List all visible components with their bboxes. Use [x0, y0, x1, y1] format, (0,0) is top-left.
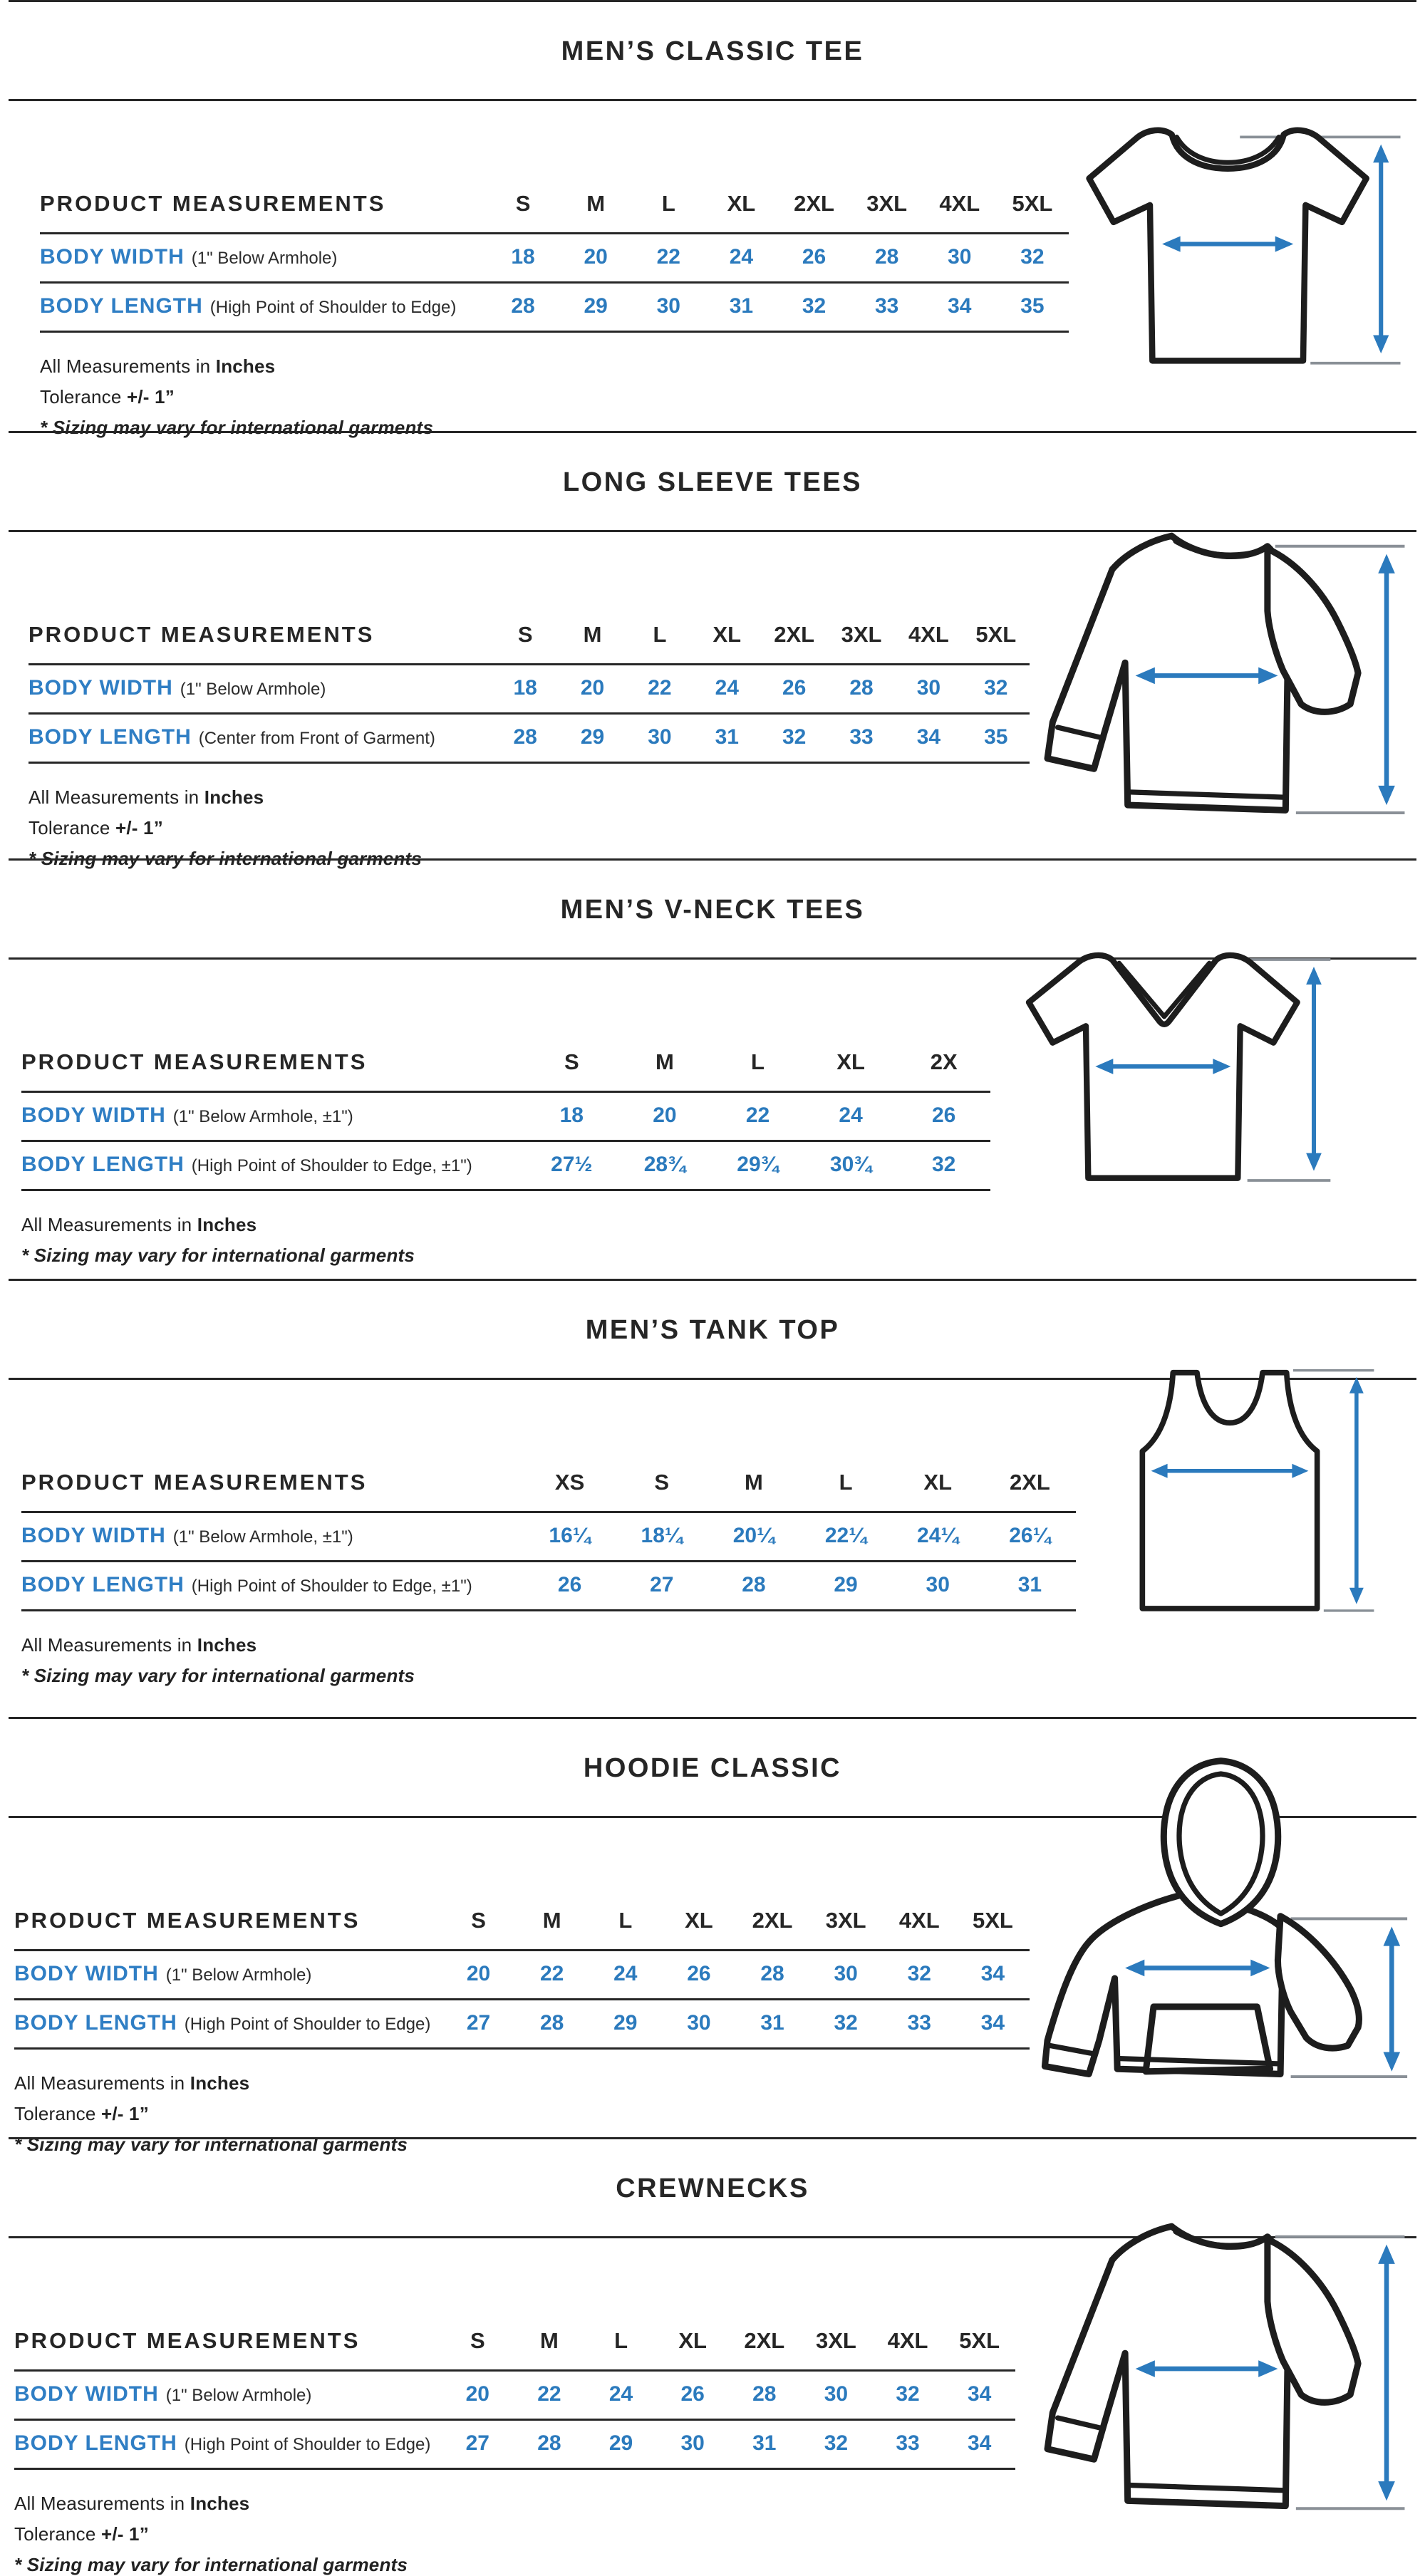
measurement-sublabel: (High Point of Shoulder to Edge) — [184, 2435, 431, 2455]
measurement-value: 32 — [1020, 245, 1045, 269]
section-title-rule — [9, 99, 1416, 101]
measurement-value: 18 — [511, 245, 535, 269]
table-header-row — [14, 2328, 1015, 2371]
size-header-m: M — [540, 2328, 559, 2354]
table-header-row — [21, 1470, 1076, 1512]
measurement-value: 27 — [465, 2431, 489, 2456]
measurement-value: 24¼ — [917, 1524, 959, 1548]
measurement-value: 30 — [680, 2431, 705, 2456]
size-header-m: M — [583, 622, 602, 648]
measurement-value: 30 — [648, 725, 672, 749]
note-text: All Measurements in — [28, 786, 204, 809]
section-mens-v-neck-tees — [0, 858, 1425, 1279]
measurement-label-cell — [14, 2420, 442, 2469]
note-bold-text: +/- 1” — [100, 2523, 149, 2545]
note-line — [21, 1634, 1425, 1656]
size-header-4xl: 4XL — [887, 2328, 928, 2354]
measurement-value: 20¼ — [732, 1524, 775, 1548]
note-text: * Sizing may vary for international garments — [14, 2554, 408, 2576]
size-header-m: M — [655, 1049, 674, 1075]
measurement-value: 26 — [680, 2382, 705, 2406]
note-text: * Sizing may vary for international garments — [21, 1665, 415, 1687]
measurement-value: 27½ — [551, 1153, 593, 1177]
long-sleeve-tee-outline-icon — [1027, 502, 1415, 838]
measurement-value: 32 — [896, 2382, 920, 2406]
measurement-value: 34 — [980, 1962, 1005, 1986]
section-top-rule — [9, 1717, 1416, 1719]
size-header-3xl: 3XL — [816, 2328, 856, 2354]
measurement-value: 20 — [584, 245, 608, 269]
measurement-value: 29 — [584, 294, 608, 318]
size-header-5xl: 5XL — [975, 622, 1017, 648]
measurement-label-cell — [14, 2371, 442, 2420]
measurement-sublabel: (1" Below Armhole) — [180, 680, 326, 700]
size-header-l: L — [839, 1470, 853, 1495]
measurement-value: 18¼ — [641, 1524, 683, 1548]
measurement-value: 31 — [752, 2431, 777, 2456]
note-text: All Measurements in — [40, 355, 216, 378]
long-sleeve-tee-outline-icon — [1027, 502, 1415, 838]
tank-top-outline-icon — [1066, 1349, 1394, 1633]
note-bold-text: Inches — [190, 2493, 250, 2515]
section-mens-classic-tee — [0, 0, 1425, 439]
measurement-row — [14, 2371, 1015, 2420]
measurement-value: 30 — [824, 2382, 849, 2406]
measurement-value: 28 — [752, 2382, 777, 2406]
size-header-s: S — [515, 191, 531, 217]
product-measurements-header: PRODUCT MEASUREMENTS — [14, 1908, 361, 1933]
notes — [21, 1634, 1425, 1687]
note-line — [21, 1665, 1425, 1687]
crewneck-outline-icon — [1027, 2193, 1415, 2529]
measurement-value: 28 — [742, 1573, 766, 1597]
measurement-value: 20 — [653, 1103, 677, 1128]
section-title: HOODIE CLASSIC — [583, 1752, 842, 1783]
measurement-value: 22 — [745, 1103, 770, 1128]
measurement-label-cell — [21, 1092, 525, 1141]
measurement-value: 22 — [540, 1962, 564, 1986]
measurement-value: 28 — [849, 676, 874, 700]
measurement-row — [28, 665, 1030, 714]
size-header-s: S — [654, 1470, 670, 1495]
measurement-value: 30 — [656, 294, 680, 318]
measurement-value: 28 — [540, 2011, 564, 2035]
measurements-table — [21, 1049, 990, 1191]
measurement-value: 29 — [580, 725, 605, 749]
measurement-value: 32 — [932, 1153, 956, 1177]
measurement-label: BODY WIDTH — [21, 1524, 166, 1548]
note-text: All Measurements in — [21, 1214, 197, 1236]
product-measurements-header: PRODUCT MEASUREMENTS — [40, 191, 386, 217]
measurement-label-cell — [14, 1951, 442, 2000]
measurement-value: 32 — [984, 676, 1008, 700]
measurement-row — [40, 283, 1069, 332]
note-bold-text: +/- 1” — [100, 2103, 149, 2125]
note-bold-text: Inches — [197, 1214, 257, 1236]
measurement-label-cell — [21, 1562, 524, 1611]
measurement-value: 35 — [1020, 294, 1045, 318]
measurement-value: 34 — [980, 2011, 1005, 2035]
size-header-2xl: 2XL — [744, 2328, 785, 2354]
size-header-xs: XS — [554, 1470, 585, 1495]
section-mens-tank-top — [0, 1279, 1425, 1717]
size-header-s: S — [471, 1908, 486, 1933]
measurement-row — [28, 714, 1030, 763]
measurement-value: 30 — [687, 2011, 711, 2035]
body-length-arrow — [1378, 554, 1395, 805]
measurement-value: 16¼ — [549, 1524, 591, 1548]
size-header-s: S — [517, 622, 533, 648]
product-measurements-header: PRODUCT MEASUREMENTS — [14, 2328, 361, 2354]
measurement-label: BODY WIDTH — [40, 245, 185, 269]
note-bold-text: Inches — [215, 355, 276, 378]
tee-outline-icon — [1050, 105, 1415, 422]
size-header-l: L — [653, 622, 667, 648]
product-measurements-header: PRODUCT MEASUREMENTS — [28, 622, 375, 648]
measurement-value: 29¾ — [737, 1153, 779, 1177]
note-bold-text: Inches — [197, 1634, 257, 1656]
measurement-row — [14, 2000, 1030, 2049]
note-bold-text: Inches — [190, 2072, 250, 2094]
note-bold-text: +/- 1” — [115, 817, 163, 839]
section-title: MEN’S TANK TOP — [585, 1314, 840, 1345]
note-line — [14, 2554, 1425, 2576]
size-header-xl: XL — [836, 1049, 865, 1075]
measurement-label: BODY LENGTH — [40, 294, 203, 318]
measurement-label: BODY LENGTH — [21, 1153, 185, 1177]
body-length-arrow — [1373, 145, 1389, 354]
size-header-m: M — [542, 1908, 561, 1933]
measurement-value: 34 — [916, 725, 941, 749]
product-measurements-header: PRODUCT MEASUREMENTS — [21, 1049, 368, 1075]
hoodie-outline-icon — [1027, 1745, 1415, 2082]
measurement-value: 30 — [834, 1962, 858, 1986]
section-long-sleeve-tees — [0, 431, 1425, 870]
note-text: * Sizing may vary for international garments — [21, 1245, 415, 1267]
measurement-value: 28 — [537, 2431, 561, 2456]
size-header-2xl: 2XL — [752, 1908, 793, 1933]
section-crewnecks — [0, 2137, 1425, 2576]
section-hoodie-classic — [0, 1717, 1425, 2156]
measurements-table — [40, 191, 1069, 333]
size-header-xl: XL — [923, 1470, 953, 1495]
body-length-arrow — [1349, 1377, 1364, 1604]
note-text: All Measurements in — [14, 2072, 190, 2094]
measurement-sublabel: (High Point of Shoulder to Edge, ±1") — [191, 1156, 472, 1176]
measurement-value: 28 — [513, 725, 537, 749]
size-header-xl: XL — [678, 2328, 707, 2354]
measurement-value: 30 — [926, 1573, 950, 1597]
size-header-4xl: 4XL — [908, 622, 949, 648]
measurement-label-cell — [28, 714, 492, 763]
measurement-value: 22 — [537, 2382, 561, 2406]
measurement-value: 22 — [648, 676, 672, 700]
measurement-row — [21, 1092, 990, 1141]
size-header-xl: XL — [685, 1908, 713, 1933]
size-header-2x: 2X — [930, 1049, 958, 1075]
measurement-value: 20 — [580, 676, 605, 700]
measurement-value: 30¾ — [829, 1153, 872, 1177]
size-header-3xl: 3XL — [841, 622, 882, 648]
v-neck-tee-outline-icon — [986, 924, 1342, 1232]
measurement-value: 28¾ — [643, 1153, 686, 1177]
measurement-sublabel: (High Point of Shoulder to Edge, ±1") — [191, 1577, 472, 1596]
measurement-value: 27 — [466, 2011, 491, 2035]
measurement-value: 32 — [834, 2011, 858, 2035]
measurement-value: 24 — [613, 1962, 638, 1986]
measurement-row — [21, 1512, 1076, 1562]
measurement-row — [40, 234, 1069, 283]
size-header-m: M — [586, 191, 606, 217]
body-length-arrow — [1378, 2245, 1395, 2501]
measurement-value: 24 — [608, 2382, 633, 2406]
measurement-label: BODY LENGTH — [14, 2011, 177, 2035]
section-top-rule — [9, 431, 1416, 433]
measurement-value: 18 — [513, 676, 537, 700]
measurement-value: 26 — [802, 245, 826, 269]
table-header-row — [21, 1049, 990, 1092]
measurement-label-cell — [28, 665, 492, 714]
measurement-label: BODY LENGTH — [14, 2431, 177, 2456]
note-line — [21, 1245, 1425, 1267]
size-header-l: L — [618, 1908, 633, 1933]
measurement-label: BODY WIDTH — [28, 676, 173, 700]
size-header-5xl: 5XL — [1012, 191, 1053, 217]
size-header-3xl: 3XL — [866, 191, 908, 217]
measurement-label-cell — [40, 283, 487, 332]
measurement-value: 26 — [782, 676, 807, 700]
measurement-row — [14, 1951, 1030, 2000]
crewneck-outline-icon — [1027, 2193, 1415, 2529]
size-header-3xl: 3XL — [825, 1908, 866, 1933]
measurement-label: BODY WIDTH — [21, 1103, 166, 1128]
measurement-value: 29 — [834, 1573, 858, 1597]
measurement-sublabel: (1" Below Armhole, ±1") — [172, 1527, 353, 1547]
measurement-value: 27 — [650, 1573, 674, 1597]
measurement-sublabel: (1" Below Armhole, ±1") — [172, 1107, 353, 1127]
measurement-row — [21, 1562, 1076, 1611]
note-text: All Measurements in — [14, 2493, 190, 2515]
size-header-l: L — [614, 2328, 628, 2354]
measurements-table — [21, 1470, 1076, 1611]
tank-top-outline-icon — [1066, 1349, 1394, 1633]
measurement-value: 32 — [802, 294, 826, 318]
measurement-label: BODY LENGTH — [21, 1573, 185, 1597]
size-header-l: L — [661, 191, 675, 217]
product-measurements-header: PRODUCT MEASUREMENTS — [21, 1470, 368, 1495]
size-header-m: M — [744, 1470, 763, 1495]
measurement-value: 26 — [687, 1962, 711, 1986]
section-title: MEN’S V-NECK TEES — [560, 894, 865, 925]
size-header-4xl: 4XL — [939, 191, 980, 217]
measurement-value: 24 — [729, 245, 754, 269]
section-title: CREWNECKS — [616, 2173, 809, 2203]
hoodie-outline-icon — [1027, 1745, 1415, 2082]
measurement-sublabel: (Center from Front of Garment) — [198, 729, 435, 749]
note-text: Tolerance — [28, 817, 115, 839]
measurement-value: 28 — [511, 294, 535, 318]
size-header-l: L — [751, 1049, 765, 1075]
section-title: LONG SLEEVE TEES — [562, 467, 863, 497]
measurement-value: 31 — [1017, 1573, 1042, 1597]
note-bold-text: Inches — [204, 786, 264, 809]
measurement-value: 29 — [613, 2011, 638, 2035]
note-text: Tolerance — [14, 2523, 101, 2545]
measurements-table — [14, 2328, 1015, 2470]
size-header-5xl: 5XL — [959, 2328, 1000, 2354]
section-top-rule — [9, 1279, 1416, 1281]
note-bold-text: +/- 1” — [126, 386, 175, 408]
size-header-5xl: 5XL — [973, 1908, 1013, 1933]
measurement-sublabel: (1" Below Armhole) — [191, 249, 338, 269]
measurement-row — [21, 1141, 990, 1190]
measurement-value: 29 — [608, 2431, 633, 2456]
measurement-value: 34 — [948, 294, 972, 318]
note-text: All Measurements in — [21, 1634, 197, 1656]
measurement-label-cell — [21, 1512, 524, 1562]
size-header-2xl: 2XL — [1009, 1470, 1050, 1495]
measurement-value: 28 — [875, 245, 899, 269]
measurement-label: BODY WIDTH — [14, 1962, 159, 1986]
measurement-value: 31 — [729, 294, 754, 318]
measurement-value: 30 — [948, 245, 972, 269]
tee-outline-icon — [1050, 105, 1415, 422]
section-top-rule — [9, 2137, 1416, 2139]
measurement-value: 32 — [824, 2431, 849, 2456]
section-top-rule — [9, 858, 1416, 861]
note-line — [14, 2103, 1425, 2125]
measurement-sublabel: (1" Below Armhole) — [165, 1965, 312, 1985]
size-header-xl: XL — [727, 191, 756, 217]
measurement-label: BODY WIDTH — [14, 2382, 159, 2406]
measurement-label-cell — [21, 1141, 525, 1190]
table-header-row — [40, 191, 1069, 234]
measurement-value: 35 — [984, 725, 1008, 749]
measurement-value: 31 — [760, 2011, 784, 2035]
body-length-arrow — [1383, 1926, 1400, 2071]
measurement-value: 32 — [782, 725, 807, 749]
measurement-row — [14, 2420, 1015, 2469]
note-text: Tolerance — [40, 386, 127, 408]
measurement-value: 26 — [557, 1573, 582, 1597]
measurement-value: 33 — [849, 725, 874, 749]
v-neck-tee-outline-icon — [986, 924, 1342, 1232]
measurement-label-cell — [40, 234, 487, 283]
measurement-value: 26¼ — [1009, 1524, 1051, 1548]
note-text: Tolerance — [14, 2103, 101, 2125]
size-header-s: S — [564, 1049, 579, 1075]
note-text: * Sizing may vary for international garments — [28, 848, 423, 870]
section-title: MEN’S CLASSIC TEE — [561, 36, 864, 66]
size-header-4xl: 4XL — [898, 1908, 940, 1933]
measurement-sublabel: (1" Below Armhole) — [165, 2386, 312, 2406]
measurement-value: 24 — [715, 676, 739, 700]
measurement-value: 20 — [466, 1962, 491, 1986]
measurement-value: 33 — [875, 294, 899, 318]
measurement-value: 34 — [968, 2382, 992, 2406]
measurements-table — [28, 622, 1030, 764]
measurement-value: 22¼ — [824, 1524, 867, 1548]
measurements-table — [14, 1908, 1030, 2050]
measurement-value: 24 — [839, 1103, 863, 1128]
measurement-value: 20 — [465, 2382, 489, 2406]
section-top-rule — [9, 0, 1416, 2]
measurement-label-cell — [14, 2000, 442, 2049]
measurement-value: 28 — [760, 1962, 784, 1986]
measurement-value: 33 — [896, 2431, 920, 2456]
size-header-2xl: 2XL — [774, 622, 815, 648]
measurement-value: 33 — [907, 2011, 931, 2035]
measurement-sublabel: (High Point of Shoulder to Edge) — [184, 2015, 431, 2035]
note-text: * Sizing may vary for international garments — [14, 2134, 408, 2156]
table-header-row — [14, 1908, 1030, 1951]
table-header-row — [28, 622, 1030, 665]
measurement-value: 32 — [907, 1962, 931, 1986]
measurement-value: 18 — [559, 1103, 584, 1128]
measurement-value: 26 — [932, 1103, 956, 1128]
measurement-value: 30 — [916, 676, 941, 700]
note-text: * Sizing may vary for international garments — [40, 417, 434, 439]
measurement-value: 22 — [656, 245, 680, 269]
size-header-xl: XL — [712, 622, 742, 648]
measurement-label: BODY LENGTH — [28, 725, 192, 749]
body-length-arrow — [1306, 967, 1322, 1171]
measurement-sublabel: (High Point of Shoulder to Edge) — [209, 298, 457, 318]
size-header-s: S — [470, 2328, 485, 2354]
size-header-2xl: 2XL — [794, 191, 834, 217]
measurement-value: 31 — [715, 725, 739, 749]
measurement-value: 34 — [968, 2431, 992, 2456]
